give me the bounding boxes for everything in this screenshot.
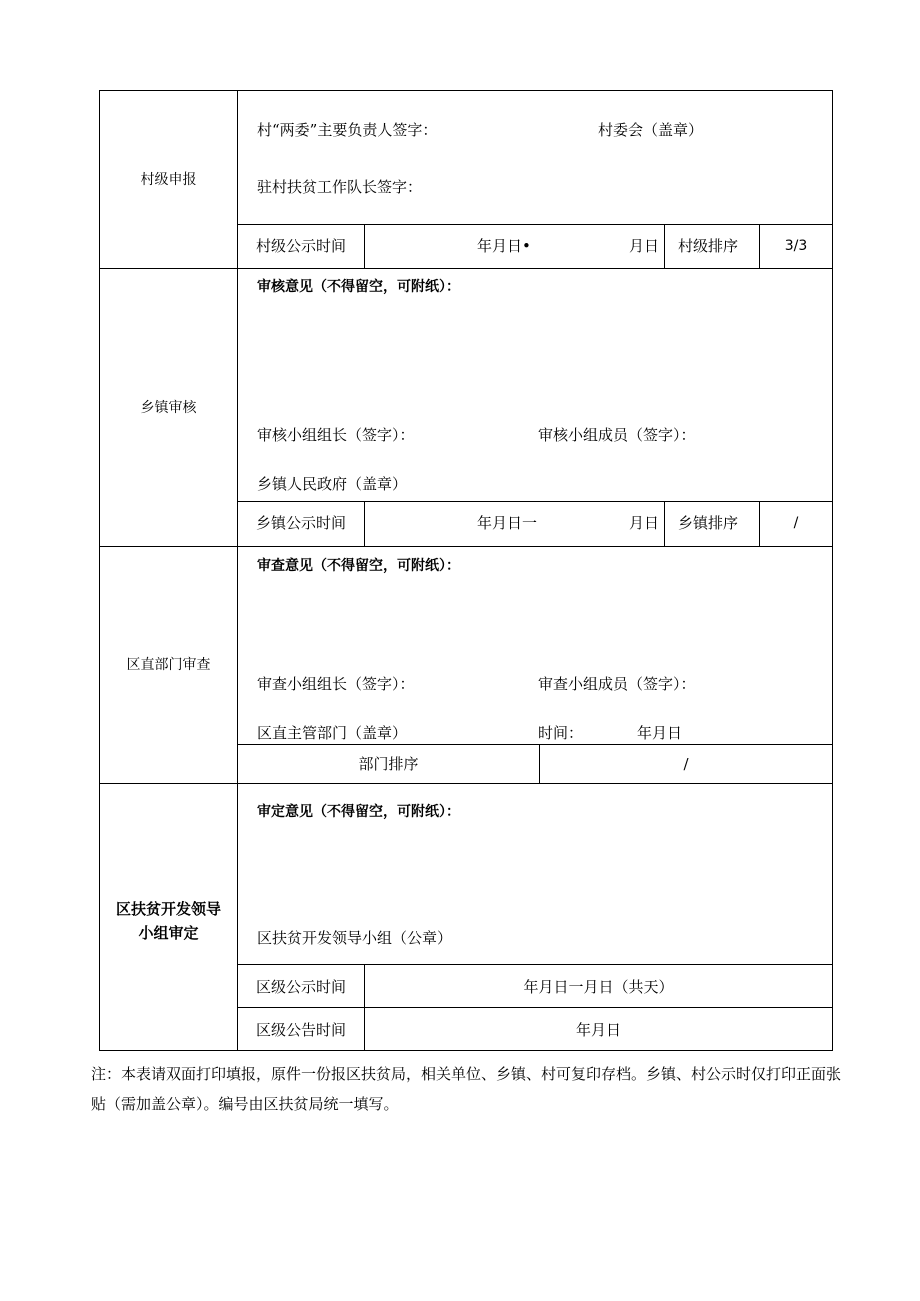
district-publicity-label: 区级公示时间 [255, 978, 346, 996]
township-gov-seal: 乡镇人民政府（盖章） [257, 475, 408, 493]
township-rank-label: 乡镇排序 [678, 514, 739, 532]
village-rank-label-text: 村级排序 [678, 237, 739, 255]
village-section-label: 村级申报 [140, 172, 197, 188]
village-team-sign: 驻村扶贫工作队长签字： [257, 178, 423, 196]
village-publicity-to: 月日 [629, 237, 660, 255]
row-divider [238, 501, 832, 502]
district-group-opinion-label: 审定意见（不得留空，可附纸）： [257, 804, 460, 820]
district-group-section-label-line1: 区扶贫开发领导 [115, 900, 221, 918]
township-group-leader: 审核小组组长（签字）： [257, 426, 415, 444]
district-group-section-label [100, 897, 237, 945]
district-dept-time-value: 年月日 [637, 724, 683, 742]
township-publicity-from: 年月日一 [477, 514, 538, 532]
section-divider [100, 546, 832, 547]
village-leader-sign: 村“两委”主要负责人签字： [257, 121, 438, 139]
village-committee-seal: 村委会（盖章） [598, 121, 704, 139]
township-group-member: 审核小组成员（签字）： [538, 426, 696, 444]
district-dept-rank-label: 部门排序 [358, 755, 419, 773]
district-dept-time-label: 时间： [538, 724, 584, 742]
district-announce-value: 年月日 [575, 1021, 621, 1039]
village-publicity-from: 年月日• [477, 237, 531, 255]
cell-divider [664, 224, 665, 268]
village-rank-value: 3/3 [784, 238, 808, 254]
district-group-section-label-line2: 小组审定 [138, 924, 199, 942]
district-group-seal: 区扶贫开发领导小组（公章） [257, 929, 453, 947]
district-publicity-value: 年月日一月日（共天） [523, 978, 674, 996]
district-dept-seal: 区直主管部门（盖章） [257, 724, 408, 742]
township-rank-value: / [793, 515, 799, 531]
cell-divider [664, 501, 665, 546]
township-publicity-label: 乡镇公示时间 [255, 514, 346, 532]
district-dept-group-leader: 审查小组组长（签字）： [257, 675, 415, 693]
township-opinion-label: 审核意见（不得留空，可附纸）： [257, 279, 460, 295]
row-divider [238, 1007, 832, 1008]
district-announce-label: 区级公告时间 [255, 1021, 346, 1039]
row-divider [238, 744, 832, 745]
district-dept-section-label: 区直部门审查 [126, 657, 211, 673]
cell-divider [364, 501, 365, 546]
district-dept-rank-value: / [683, 755, 689, 773]
cell-divider [364, 224, 365, 268]
district-dept-opinion-label: 审查意见（不得留空，可附纸）： [257, 558, 460, 574]
township-section-label: 乡镇审核 [140, 400, 197, 416]
footnote: 注：本表请双面打印填报，原件一份报区扶贫局，相关单位、乡镇、村可复印存档。乡镇、村公示时仅打印正面张贴（需加盖公章）。编号由区扶贫局统一填写。 [91, 1065, 842, 1113]
row-divider [238, 964, 832, 965]
section-divider [100, 268, 832, 269]
col-divider-label [237, 91, 238, 1050]
village-publicity-label: 村级公示时间 [255, 237, 346, 255]
row-divider [238, 224, 832, 225]
section-divider [100, 783, 832, 784]
application-form-table [99, 90, 833, 1051]
district-dept-group-member: 审查小组成员（签字）： [538, 675, 696, 693]
township-publicity-to: 月日 [629, 514, 660, 532]
